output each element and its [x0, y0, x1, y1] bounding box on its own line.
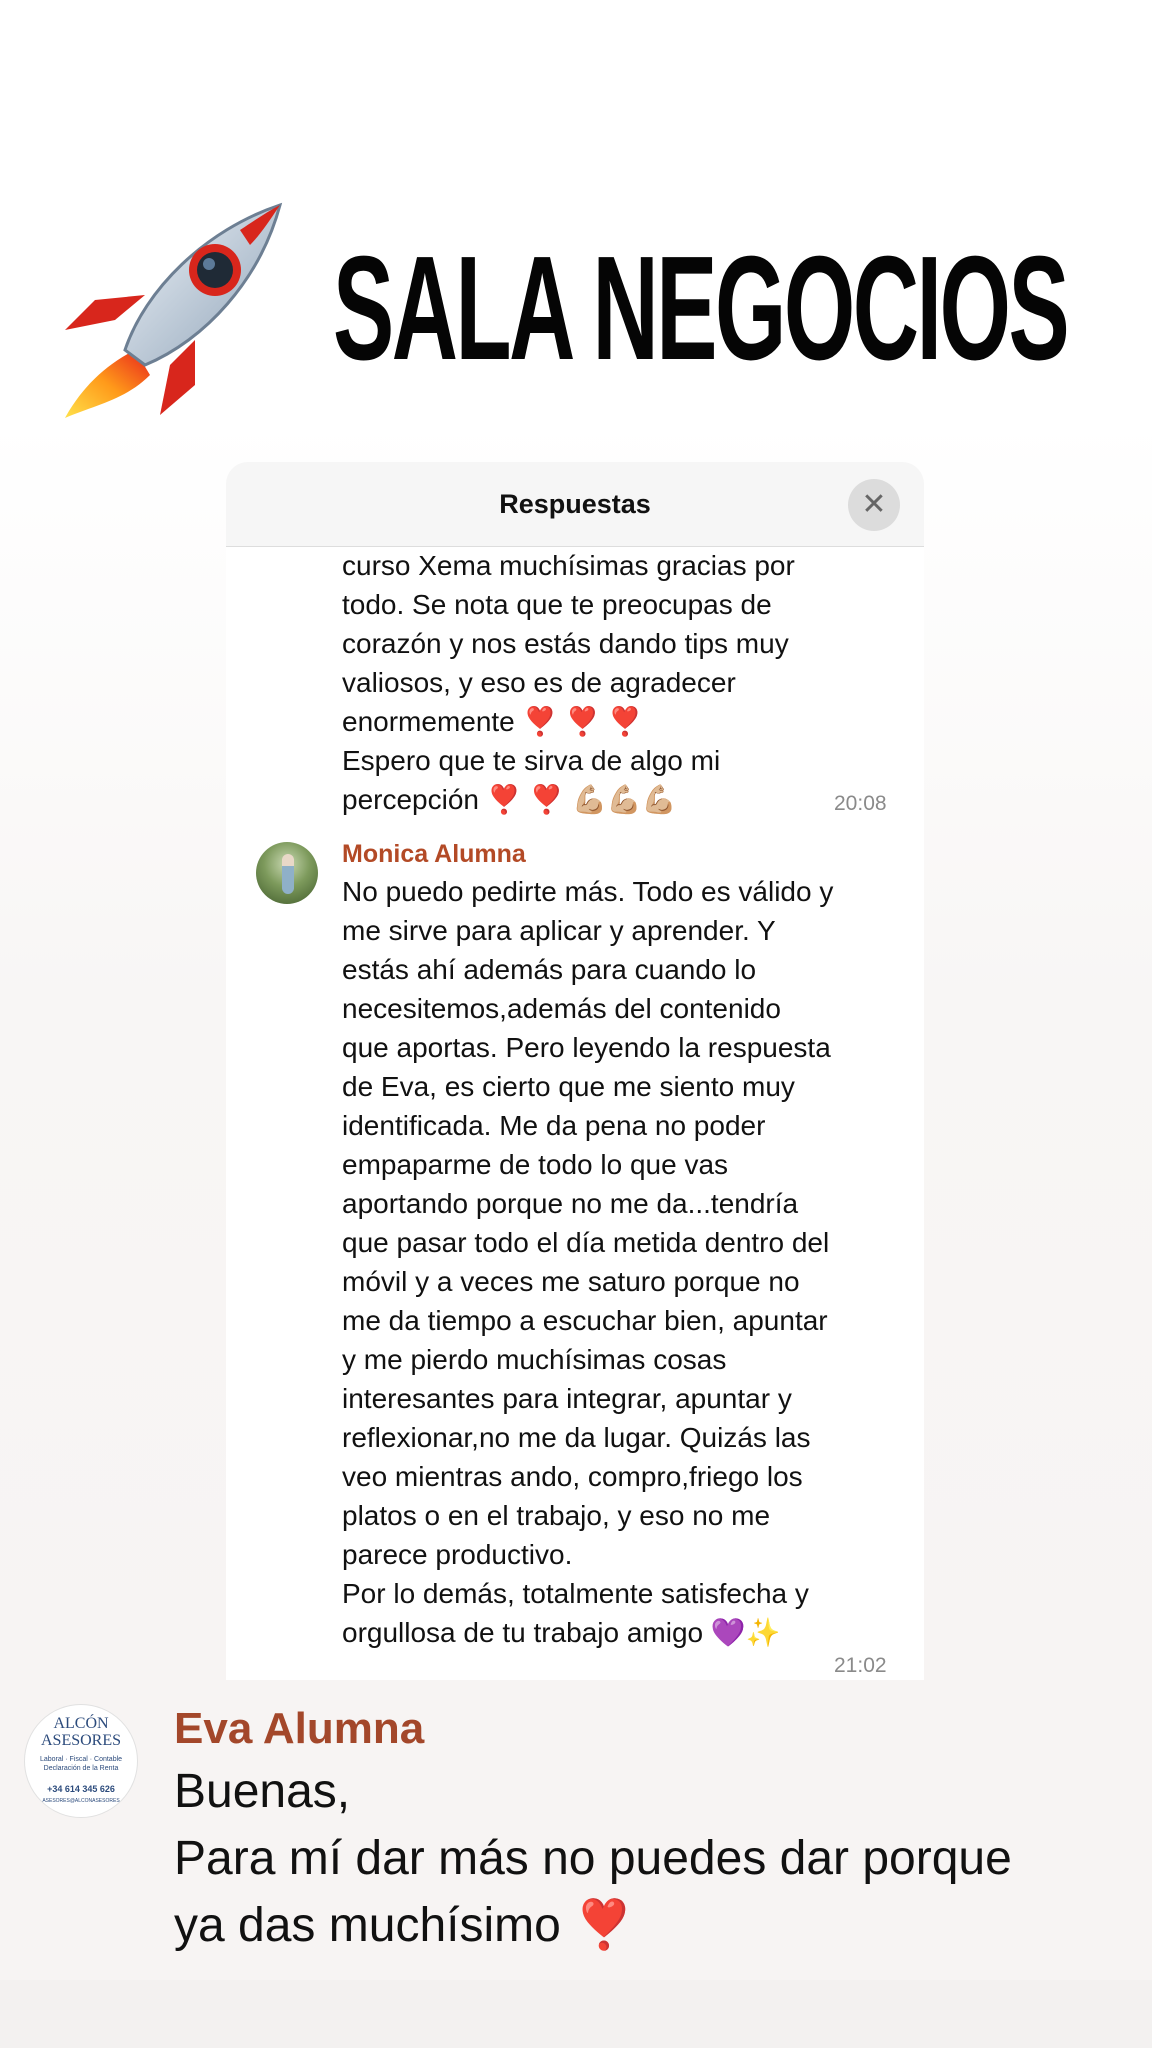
page-title: SALA NEGOCIOS: [333, 226, 1068, 391]
message-text: No puedo pedirte más. Todo es válido y me sirve para aplicar y aprender. Y estás ahí además para cuando lo necesitemos,además del contenido que aportas. Pero leyendo la respuesta de Eva, es cierto que me siento muy identificada. Me da pena no poder empaparme de todo lo que vas aportando porque no me da...tendría que pasar todo el día metida dentro del móvil y a veces me saturo porque no me da tiempo a escuchar bien, apuntar y me pierdo muchísimas cosas interesantes para integrar, apuntar y reflexionar,no me da lugar. Quizás las veo mientras ando, compro,friego los platos o en el trabajo, y eso no me parece productivo. Por lo demás, totalmente satisfecha y orgullosa de tu trabajo amigo 💜✨: [342, 876, 834, 1648]
rocket-icon: [55, 200, 285, 420]
close-button[interactable]: [848, 479, 900, 531]
quoted-message-text: Buenas, Para mí dar más no puedes dar porque ya das muchísimo ❣️: [174, 1765, 1012, 1952]
message-time: 21:02: [834, 1654, 887, 1677]
logo-email: ASESORES@ALCONASESORES: [42, 1798, 120, 1804]
sender-name[interactable]: Eva Alumna: [174, 1704, 425, 1753]
panel-title: Respuestas: [499, 489, 651, 519]
replies-panel: [226, 462, 924, 1680]
sender-name[interactable]: Monica Alumna: [342, 840, 526, 868]
avatar[interactable]: [24, 1704, 138, 1818]
avatar[interactable]: [256, 842, 318, 904]
logo-name: ALCÓN ASESORES: [40, 1715, 122, 1749]
message-text: curso Xema muchísimas gracias por todo. Se nota que te preocupas de corazón y nos estás dando tips muy valiosos, y eso es de agradecer enormemente ❣️ ❣️ ❣️ Espero que te sirva de algo mi percepción ❣️ ❣️ 💪🏼💪🏼💪🏼: [342, 550, 795, 815]
message-time: 20:08: [834, 792, 887, 815]
bottom-strip: [0, 1980, 1152, 2048]
close-icon: ✕: [861, 488, 887, 521]
logo-services: Laboral · Fiscal · Contable Declaración de la Renta: [39, 1756, 123, 1772]
page-header: [55, 200, 1105, 420]
logo-phone: +34 614 345 626: [47, 1784, 115, 1794]
panel-header: [226, 462, 924, 547]
